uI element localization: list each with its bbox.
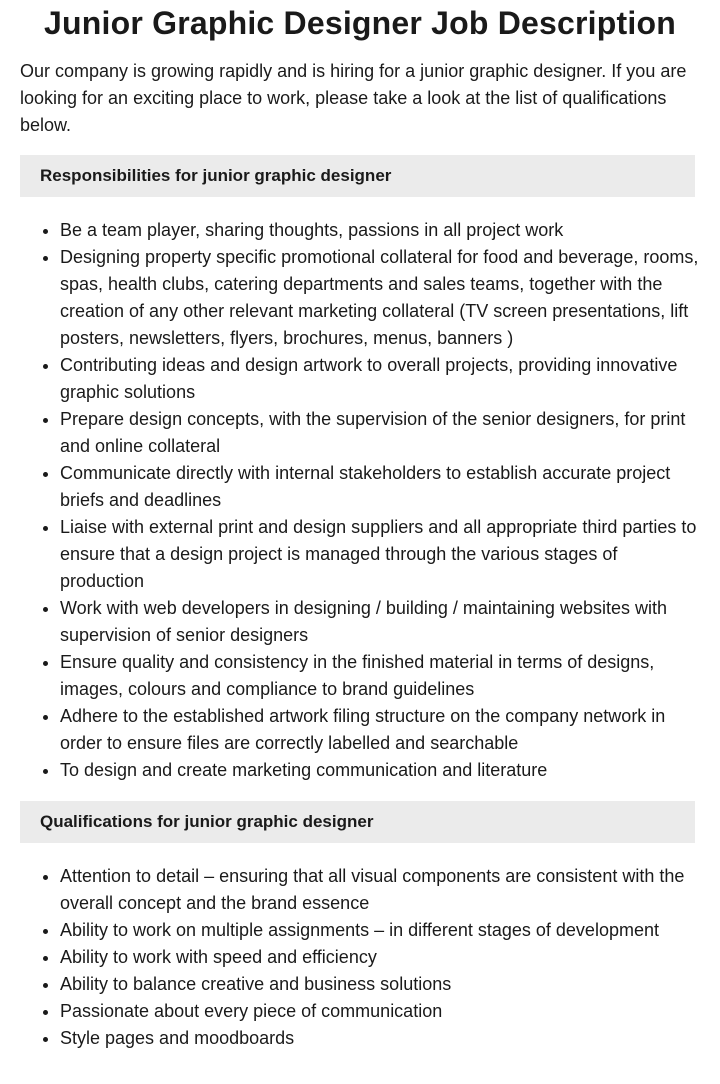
list-item: • Passionate about every piece of communication [60, 998, 700, 1025]
qualifications-list [0, 863, 700, 1052]
responsibilities-list [0, 217, 700, 784]
list-item: • Ability to work on multiple assignments – in different stages of development [60, 917, 700, 944]
list-item: • Work with web developers in designing / building / maintaining websites with supervision of senior designers [60, 595, 700, 649]
list-item: • Ability to work with speed and efficiency [60, 944, 700, 971]
list-item: • To design and create marketing communication and literature [60, 757, 700, 784]
list-item: • Contributing ideas and design artwork to overall projects, providing innovative graphic solutions [60, 352, 700, 406]
list-item: • Communicate directly with internal stakeholders to establish accurate project briefs and deadlines [60, 460, 700, 514]
list-item: • Be a team player, sharing thoughts, passions in all project work [60, 217, 700, 244]
intro-paragraph: Our company is growing rapidly and is hiring for a junior graphic designer. If you are looking for an exciting place to work, please take a look at the list of qualifications below. [20, 61, 687, 135]
list-item: • Attention to detail – ensuring that all visual components are consistent with the overall concept and the brand essence [60, 863, 700, 917]
page-title: Junior Graphic Designer Job Description [44, 5, 676, 41]
list-item: • Liaise with external print and design suppliers and all appropriate third parties to ensure that a design project is managed through the various stages of production [60, 514, 700, 595]
qualifications-heading: Qualifications for junior graphic designer [20, 801, 695, 843]
list-item: • Ability to balance creative and business solutions [60, 971, 700, 998]
responsibilities-heading: Responsibilities for junior graphic designer [20, 155, 695, 197]
list-item: • Style pages and moodboards [60, 1025, 700, 1052]
list-item: • Prepare design concepts, with the supervision of the senior designers, for print and online collateral [60, 406, 700, 460]
list-item: • Ensure quality and consistency in the finished material in terms of designs, images, colours and compliance to brand guidelines [60, 649, 700, 703]
list-item: • Designing property specific promotional collateral for food and beverage, rooms, spas, health clubs, catering departments and sales teams, together with the creation of any other relevant marketing collateral (TV screen presentations, lift posters, newsletters, flyers, brochures, menus, banners ) [60, 244, 700, 352]
list-item: • Adhere to the established artwork filing structure on the company network in order to ensure files are correctly labelled and searchable [60, 703, 700, 757]
